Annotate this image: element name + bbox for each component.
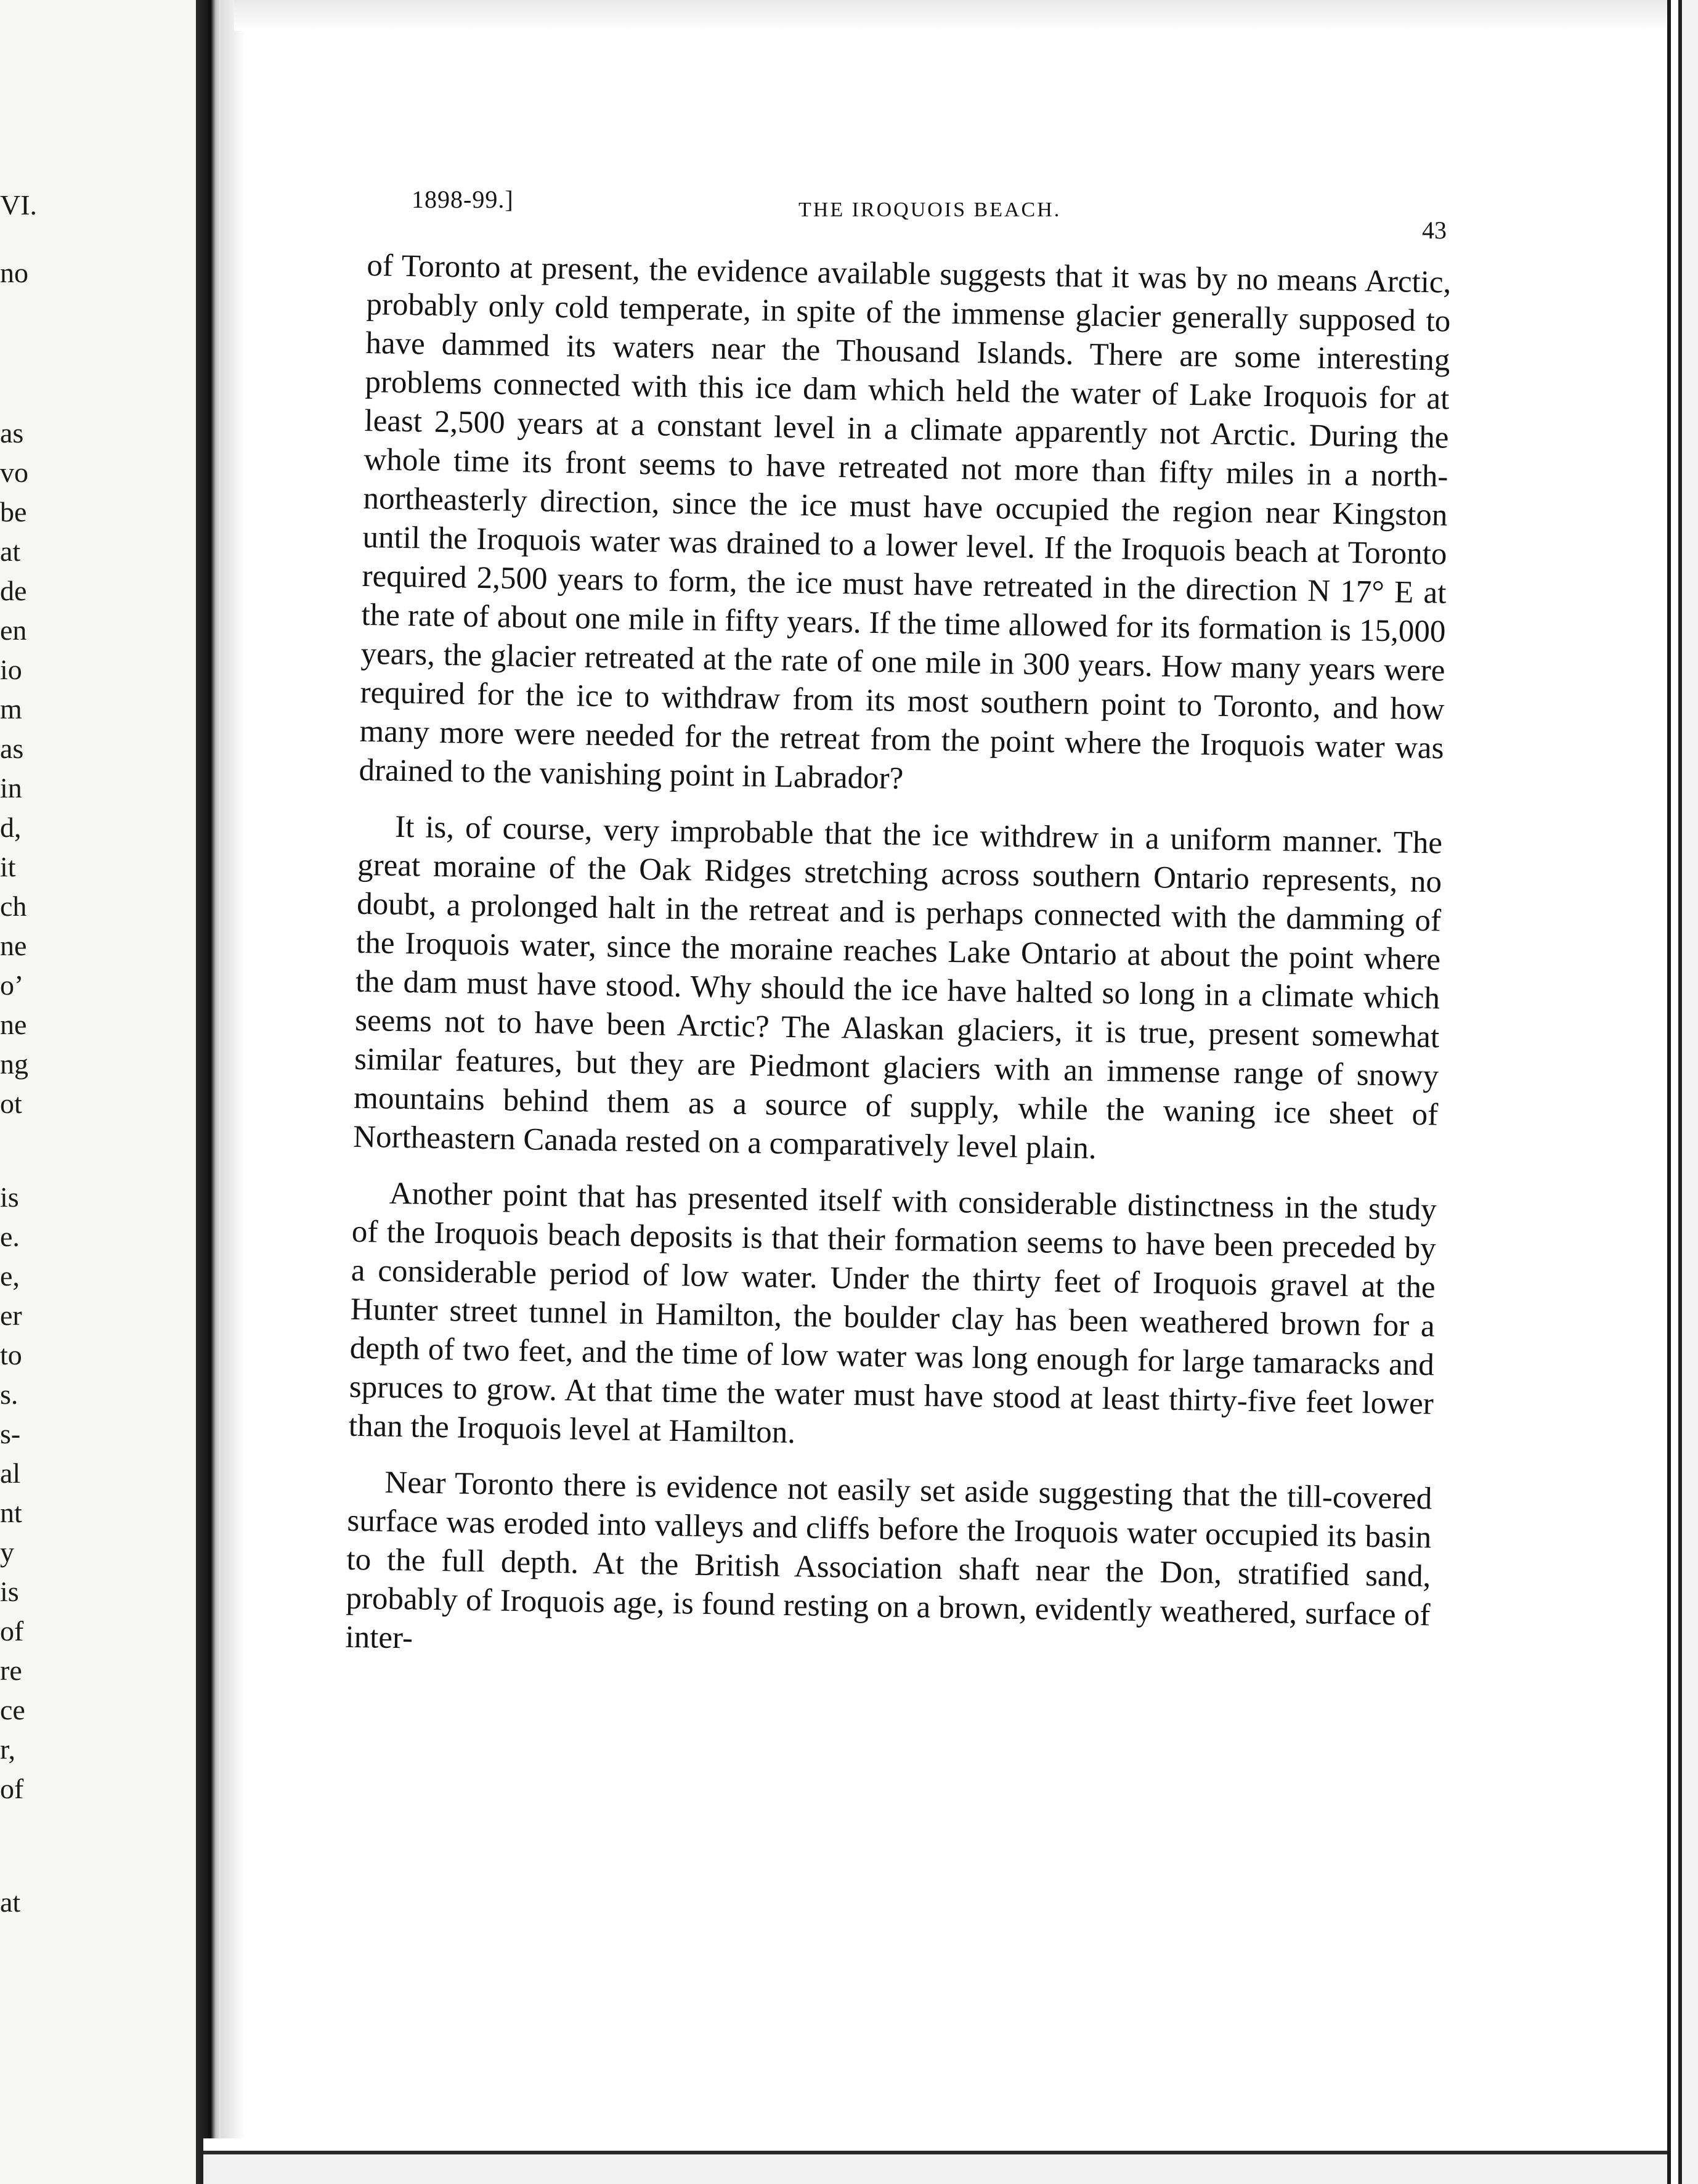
prev-page-fragment-line: er [0, 1300, 22, 1331]
page-number: 43 [1422, 216, 1447, 244]
prev-page-fragment-line: no [0, 257, 28, 288]
prev-page-fragment-line: ot [0, 1088, 22, 1119]
prev-page-fragment-line: at [0, 536, 21, 567]
page-right-edge [1667, 0, 1698, 2184]
prev-page-fragment-line: ch [0, 890, 27, 922]
prev-page-fragment-line: of [0, 1773, 24, 1804]
prev-page-fragment-line: be [0, 496, 27, 528]
prev-page-fragment-line: is [0, 1576, 19, 1607]
prev-page-fragment-line: r, [0, 1734, 15, 1765]
prev-page-fragment-line: al [0, 1457, 21, 1489]
paragraph: It is, of course, very improbable that the ice withdrew in a uniform manner. The great moraine of the Oak Ridges stretching across southern Ontario represents, no doubt, a prolonged halt in the retreat and is perhaps connected with the damming of the Iroquois water, since the moraine reaches Lake Ontario at about the point where the dam must have stood. Why should the ice have halted so long in a climate which seems not to have been Arctic? The Alaskan glaciers, it is true, present somewhat similar features, but they are Piedmont glaciers with an immense range of snowy mountains behind them as a source of supply, while the waning ice sheet of Northeastern Canada rested on a comparatively level plain. [352, 809, 1443, 1166]
prev-page-fragment-line: de [0, 575, 27, 606]
prev-page-fragment-line: m [0, 693, 22, 725]
prev-page-fragment-line: s. [0, 1379, 18, 1410]
gutter-shadow [221, 0, 245, 2184]
prev-page-fragment-line: is [0, 1181, 19, 1213]
running-header-volume-year: 1898-99.] [412, 185, 514, 213]
prev-page-fragment-line: VI. [0, 189, 38, 221]
prev-page-fragment-line: in [0, 772, 22, 804]
page-top-edge [234, 0, 1667, 31]
prev-page-fragment-line: ng [0, 1048, 28, 1080]
prev-page-fragment-line: vo [0, 457, 28, 488]
book-gutter [196, 0, 221, 2184]
prev-page-fragment-line: to [0, 1339, 22, 1371]
prev-page-fragment-line: nt [0, 1497, 22, 1528]
prev-page-fragment-line: en [0, 614, 27, 646]
prev-page-fragment-line: e. [0, 1221, 20, 1252]
prev-page-fragment-line: e, [0, 1260, 20, 1292]
prev-page-fragment-line: ne [0, 930, 27, 961]
paragraph: of Toronto at present, the evidence available suggests that it was by no means Arctic, probably only cold temperate, in spite of the immense glacier generally supposed to have dammed its waters near the Thousand Islands. There are some interesting problems connected with this ice dam which held the water of Lake Iroquois for at least 2,500 years at a constant level in a climate apparently not Arctic. During the whole time its front seems to have retreated not more than fifty miles in a north-northeasterly direction, since the ice must have occupied the region near Kingston until the Iroquois water was drained to a lower level. If the Iroquois beach at Toronto required 2,500 years to form, the ice must have retreated in the direction N 17° E at the rate of about one mile in fifty years. If the time allowed for its formation is 15,000 years, the glacier retreated at the rate of one mile in 300 years. How many years were required for the ice to withdraw from its most southern point to Toronto, and how many more were needed for the retreat from the point where the Iroquois water was drained to the vanishing point in Labrador? [359, 248, 1452, 796]
prev-page-fragment-line: s- [0, 1418, 21, 1449]
prev-page-fragment-line: it [0, 851, 16, 882]
prev-page-fragment-line: o’ [0, 969, 24, 1001]
article-body [345, 247, 1452, 1674]
prev-page-fragment-line: io [0, 654, 22, 685]
prev-page-fragment-line: at [0, 1886, 21, 1918]
prev-page-fragment-line: of [0, 1615, 24, 1647]
prev-page-fragment-line: d, [0, 812, 22, 843]
previous-page-fragment [0, 0, 196, 2184]
paragraph: Another point that has presented itself with considerable distinctness in the study of the Iroquois beach deposits is that their formation seems to have been preceded by a considerable period of low water. Under the thirty feet of Iroquois gravel at the Hunter street tunnel in Hamilton, the boulder clay has been weathered brown for a depth of two feet, and the time of low water was long enough for large tamaracks and spruces to grow. At that time the water must have stood at least thirty-five feet lower than the Iroquois level at Hamilton. [348, 1176, 1437, 1451]
prev-page-fragment-line: re [0, 1655, 22, 1686]
prev-page-fragment-line: as [0, 733, 24, 764]
prev-page-fragment-line: ne [0, 1009, 27, 1040]
page-bottom-edge [203, 2138, 1667, 2184]
running-header-title: THE IROQUOIS BEACH. [798, 198, 1062, 221]
paragraph: Near Toronto there is evidence not easily set aside suggesting that the till-covered surface was eroded into valleys and cliffs before the Iroquois water occupied its basin to the full depth. At the British Association shaft near the Don, stratified sand, probably of Iroquois age, is found resting on a brown, evidently weathered, surface of inter- [345, 1465, 1432, 1656]
prev-page-fragment-line: as [0, 417, 24, 449]
prev-page-fragment-line: y [0, 1536, 14, 1568]
prev-page-fragment-line: ce [0, 1694, 25, 1726]
